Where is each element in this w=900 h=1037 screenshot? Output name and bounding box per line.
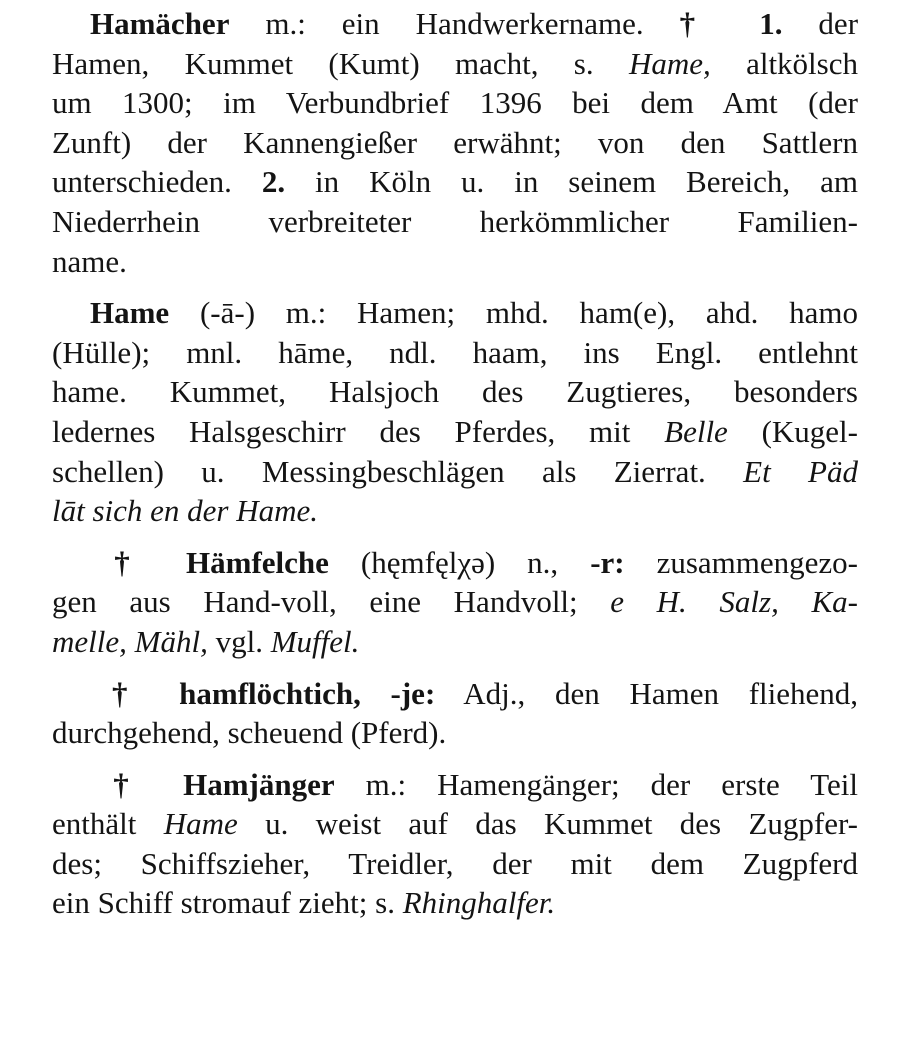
- headword: Hame: [90, 295, 170, 331]
- headword: hamflöchtich, -je:: [179, 675, 436, 711]
- entry-text: in Köln u. in seinem Bereich, am: [285, 164, 858, 200]
- entry-line: [52, 4, 858, 44]
- entry-hamjaenger: [52, 765, 858, 923]
- entry-line: [52, 844, 858, 884]
- entry-text: altkölsch: [710, 45, 858, 81]
- italic-text: Et Päd: [743, 453, 858, 489]
- entry-text: (Hülle); mnl. hāme, ndl. haam, ins Engl. entlehnt: [52, 334, 858, 370]
- entry-line: [52, 674, 858, 714]
- entry-text: ledernes Halsgeschirr des Pferdes, mit: [52, 413, 665, 449]
- entry-hame: [52, 293, 858, 531]
- entry-text: unterschieden.: [52, 164, 262, 200]
- entry-text: schellen) u. Messingbeschlägen als Zierrat.: [52, 453, 744, 489]
- entry-text: Niederrhein verbreiteter herkömmlicher Familien-: [52, 203, 858, 239]
- italic-text: lāt sich en der Hame.: [52, 493, 319, 529]
- dagger-mark: †: [90, 766, 153, 802]
- entry-haemfelche: [52, 543, 858, 662]
- entry-line: [52, 83, 858, 123]
- entry-line: [52, 412, 858, 452]
- italic-text: Belle: [664, 413, 728, 449]
- italic-text: Muffel.: [270, 623, 360, 659]
- entry-line: [52, 123, 858, 163]
- italic-text: Hame: [163, 806, 238, 842]
- entry-text: des; Schiffszieher, Treidler, der mit dem Zugpferd: [52, 845, 858, 881]
- headword: Hamjänger: [183, 766, 335, 802]
- entry-line: [52, 543, 858, 583]
- entry-text: m.: Hamengänger; der erste Teil: [334, 766, 859, 802]
- entry-text: (hęmfęlχə) n.,: [328, 544, 591, 580]
- sense-number: 2.: [261, 164, 286, 200]
- entry-line: [52, 713, 858, 753]
- italic-text: melle, Mähl,: [52, 623, 208, 659]
- entry-line: [52, 242, 858, 282]
- entry-line: [52, 883, 858, 923]
- headword: Hämfelche: [186, 544, 329, 580]
- italic-text: e H. Salz, Ka-: [610, 584, 858, 620]
- entry-line: [52, 622, 858, 662]
- entry-text: Adj., den Hamen fliehend,: [435, 675, 859, 711]
- entry-line: [52, 202, 858, 242]
- entry-text: (Kugel-: [727, 413, 858, 449]
- entry-hamaecher: [52, 4, 858, 281]
- entry-text: hame. Kummet, Halsjoch des Zugtieres, besonders: [52, 374, 858, 410]
- entry-text: zusammengezo-: [624, 544, 859, 580]
- entry-line: [52, 582, 858, 622]
- sense-number: 1.: [759, 6, 783, 41]
- entry-text: [149, 676, 179, 711]
- entry-text: Hamen, Kummet (Kumt) macht, s.: [52, 45, 629, 81]
- dagger-mark: †: [679, 6, 724, 41]
- entry-text: ein Schiff stromauf zieht; s.: [52, 885, 403, 921]
- headword: -r:: [590, 544, 625, 580]
- dagger-mark: †: [90, 675, 150, 711]
- entry-line: [52, 491, 858, 531]
- entry-line: [52, 44, 858, 84]
- entry-line: [52, 452, 858, 492]
- entry-text: der: [782, 6, 859, 41]
- entry-line: [52, 293, 858, 333]
- italic-text: Rhinghalfer.: [402, 885, 556, 921]
- entry-text: durchgehend, scheuend (Pferd).: [52, 715, 447, 751]
- entry-text: [154, 545, 186, 580]
- entry-text: [152, 767, 183, 802]
- entry-line: [52, 804, 858, 844]
- entry-line: [52, 333, 858, 373]
- entry-line: [52, 162, 858, 202]
- entry-text: m.: ein Handwerkername.: [229, 6, 680, 41]
- entry-text: (-ā-) m.: Hamen; mhd. ham(e), ahd. hamo: [169, 295, 858, 331]
- entry-text: um 1300; im Verbundbrief 1396 bei dem Amt (der: [52, 85, 858, 121]
- italic-text: Hame,: [628, 45, 711, 81]
- entry-line: [52, 765, 858, 805]
- entry-line: [52, 372, 858, 412]
- headword: Hamächer: [90, 6, 230, 41]
- entry-text: vgl.: [207, 623, 271, 659]
- entry-hamfloechtich: [52, 674, 858, 753]
- entry-text: gen aus Hand-voll, eine Handvoll;: [52, 584, 611, 620]
- dagger-mark: †: [90, 544, 155, 580]
- entry-text: enthält: [52, 806, 164, 842]
- entry-text: Zunft) der Kannengießer erwähnt; von den Sattlern: [52, 124, 858, 160]
- entry-text: [723, 6, 759, 41]
- entry-text: u. weist auf das Kummet des Zugpfer-: [237, 806, 858, 842]
- entry-text: name.: [52, 243, 127, 279]
